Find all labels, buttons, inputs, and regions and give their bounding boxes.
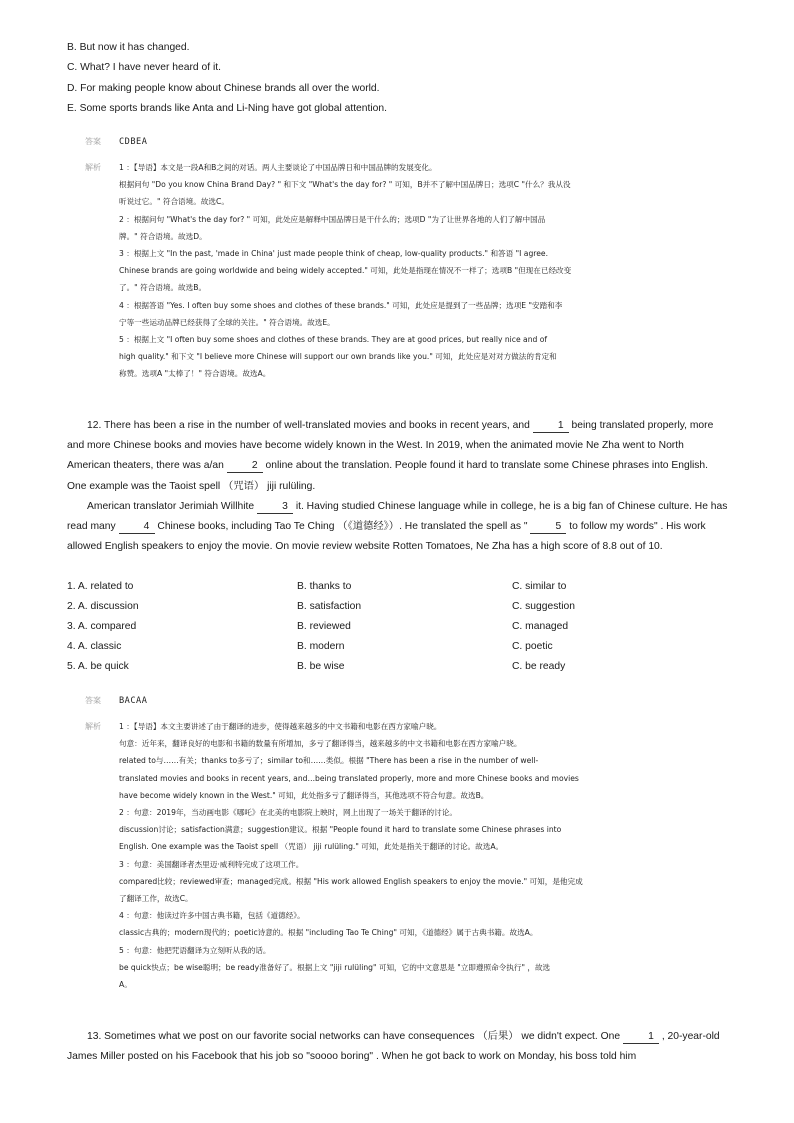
explanation-line: 牌。" 符合语境。故选D。 (119, 231, 207, 241)
choice-row (67, 659, 727, 679)
explanation-line: 2 ：根据问句 "What's the day for? " 可知，此处应是解释中国品牌日是干什么的；选项D "为了让世界各地的人们了解中国品 (119, 214, 546, 224)
choice-b: B. thanks to (297, 581, 352, 592)
option-e: E. Some sports brands like Anta and Li-Ning have got global attention. (67, 102, 387, 114)
blank-2: 2 (227, 460, 263, 473)
blank-1: 1 (533, 420, 569, 433)
question-12-choices (67, 579, 727, 679)
option-c: C. What? I have never heard of it. (67, 62, 221, 74)
blank-1: 1 (623, 1031, 659, 1044)
passage-text: to follow my words" . His work allowed English speakers to enjoy the movie. On movie review website Rotten Tomatoes, Ne Zha has a high score of 8.8 out of 10. (67, 521, 706, 553)
explanation-line: A。 (119, 980, 132, 990)
explanation-line: 4 ：根据答语 "Yes. I often buy some shoes and clothes of these brands." 可知，此处应是提到了一些品牌；选项E "安踏和李 (119, 300, 563, 310)
explanation-text (119, 159, 725, 383)
choice-a: 2. A. discussion (67, 601, 139, 613)
explanation-line: Chinese brands are going worldwide and being widely accepted." 可知，此处是指现在情况不一样了；选项B "但现在已经改变 (119, 266, 572, 276)
passage-text: , 20-year-old James Miller posted on his Facebook that his job so "soooo boring" . When he got back to work on Monday, his boss told him (67, 1031, 720, 1063)
question-13-passage (67, 1027, 729, 1067)
option-b: B. But now it has changed. (67, 42, 190, 53)
choice-c: C. similar to (512, 581, 567, 592)
passage-text: Chinese books, including Tao Te Ching （《道德经》）. He translated the spell as " (154, 521, 531, 533)
choice-a: 3. A. compared (67, 621, 137, 633)
passage-paragraph (67, 1027, 729, 1067)
explanation-line: translated movies and books in recent years, and…being translated properly, more and more Chinese books and movies (119, 773, 579, 783)
choice-c: C. be ready (512, 661, 566, 673)
explanation-line: 根据问句 "Do you know China Brand Day? " 和下文 "What's the day for? " 可知，B并不了解中国品牌日；选项C "什么？我从没 (119, 180, 571, 190)
explanation-label: 解析 (85, 163, 101, 172)
explanation-line: 5 ：句意：他把咒语翻译为立刻听从我的话。 (119, 945, 271, 955)
explanation-line: 句意：近年来，翻译良好的电影和书籍的数量有所增加，多亏了翻译得当，越来越多的中文书籍和电影在西方家喻户晓。 (119, 739, 522, 749)
choice-a: 5. A. be quick (67, 661, 129, 673)
explanation-line: compared比较；reviewed审查；managed完成。根据 "His work allowed English speakers to enjoy the movie." 可知，是他完成 (119, 876, 583, 886)
choice-b: B. satisfaction (297, 601, 362, 613)
explanation-line: have become widely known in the West." 可知，此处指多亏了翻译得当，其他选项不符合句意。故选B。 (119, 790, 489, 800)
explanation-text (119, 718, 725, 993)
choice-a: 4. A. classic (67, 641, 122, 653)
choice-a: 1. A. related to (67, 581, 134, 592)
explanation-line: 4 ：句意：他读过许多中国古典书籍，包括《道德经》。 (119, 911, 305, 921)
choice-row (67, 619, 727, 639)
choice-c: C. suggestion (512, 601, 575, 613)
choice-row (67, 599, 727, 619)
explanation-line: English. One example was the Taoist spell （咒语） jiji rulüling." 可知，此处是指关于翻译的讨论。故选A。 (119, 842, 504, 852)
explanation-line: discussion讨论；satisfaction满意；suggestion建议。根据 "People found it hard to translate some Chinese phrases into (119, 825, 562, 835)
explanation-line: 了翻译工作，故选C。 (119, 894, 193, 904)
explanation-line: 1 ：【导语】本文是一段A和B之间的对话。两人主要谈论了中国品牌日和中国品牌的发展变化。 (119, 163, 437, 172)
answer-value: BACAA (119, 696, 148, 706)
answer-label: 答案 (85, 137, 101, 146)
choice-b: B. be wise (297, 661, 345, 673)
passage-text: 13. Sometimes what we post on our favorite social networks can have consequences （后果） we didn't expect. One (87, 1031, 623, 1042)
explanation-line: high quality." 和下文 "I believe more Chinese will support our own brands like you." 可知，此处应是对对方做法的肯定和 (119, 352, 557, 362)
explanation-line: related to与……有关；thanks to多亏了；similar to和……类似。根据 "There has been a rise in the number of well- (119, 756, 539, 766)
option-list (67, 40, 767, 121)
explanation-line: 称赞。选项A "太棒了！" 符合语境。故选A。 (119, 369, 271, 379)
passage-text: American translator Jerimiah Willhite (87, 500, 257, 512)
passage-paragraph (67, 497, 729, 558)
choice-b: B. modern (297, 641, 345, 653)
option-d: D. For making people know about Chinese brands all over the world. (67, 82, 380, 94)
blank-3: 3 (257, 501, 293, 514)
explanation-line: be quick快点；be wise聪明；be ready准备好了。根据上文 "jiji rulüling" 可知，它的中文意思是 "立即遵照命令执行" ，故选 (119, 962, 551, 972)
answer-label: 答案 (85, 696, 101, 705)
question-12-passage (67, 416, 729, 557)
passage-text: being translated properly, more and more Chinese books and movies have become widely known in the West. In 2019, when the animated movie Ne Zha went to North American theaters, there was a/an (67, 420, 714, 472)
blank-5: 5 (530, 521, 566, 534)
explanation-line: 2 ：句意：2019年，当动画电影《哪吒》在北美的电影院上映时，网上出现了一场关于翻译的讨论。 (119, 808, 457, 818)
passage-text: it. Having studied Chinese language while in college, he is a big fan of Chinese culture. He has read many (67, 500, 728, 533)
explanation-line: 听说过它。" 符合语境。故选C。 (119, 197, 229, 207)
explanation-line: 了。" 符合语境。故选B。 (119, 283, 207, 293)
explanation-line: classic古典的；modern现代的；poetic诗意的。根据 "including Tao Te Ching" 可知，《道德经》属于古典书籍。故选A。 (119, 928, 538, 938)
choice-row (67, 639, 727, 659)
choice-b: B. reviewed (297, 621, 351, 633)
explanation-label: 解析 (85, 722, 101, 731)
explanation-line: 1 ：【导语】本文主要讲述了由于翻译的进步，使得越来越多的中文书籍和电影在西方家喻户晓。 (119, 722, 442, 731)
answer-block-2 (85, 694, 725, 993)
passage-paragraph (67, 416, 729, 497)
choice-c: C. poetic (512, 641, 553, 653)
blank-4: 4 (119, 521, 155, 534)
explanation-line: 5 ：根据上文 "I often buy some shoes and clothes of these brands. They are at good prices, but really nice and of (119, 335, 548, 345)
explanation-line: 宁等一些运动品牌已经获得了全球的关注。" 符合语境。故选E。 (119, 317, 335, 327)
passage-text: 12. There has been a rise in the number of well-translated movies and books in recent years, and (87, 420, 533, 431)
explanation-line: 3 ：句意：美国翻译者杰里迈·威利特完成了这项工作。 (119, 859, 304, 869)
passage-text: online about the translation. People found it hard to translate some Chinese phrases into English. One example was the Taoist spell （咒语） jiji rulüling. (67, 460, 709, 492)
explanation-line: 3 ：根据上文 "In the past, 'made in China' just made people think of cheap, low-quality products." 和答语 "I agree. (119, 249, 548, 259)
choice-c: C. managed (512, 621, 569, 633)
answer-block-1 (85, 135, 725, 383)
choice-row (67, 579, 727, 599)
answer-value: CDBEA (119, 137, 148, 147)
